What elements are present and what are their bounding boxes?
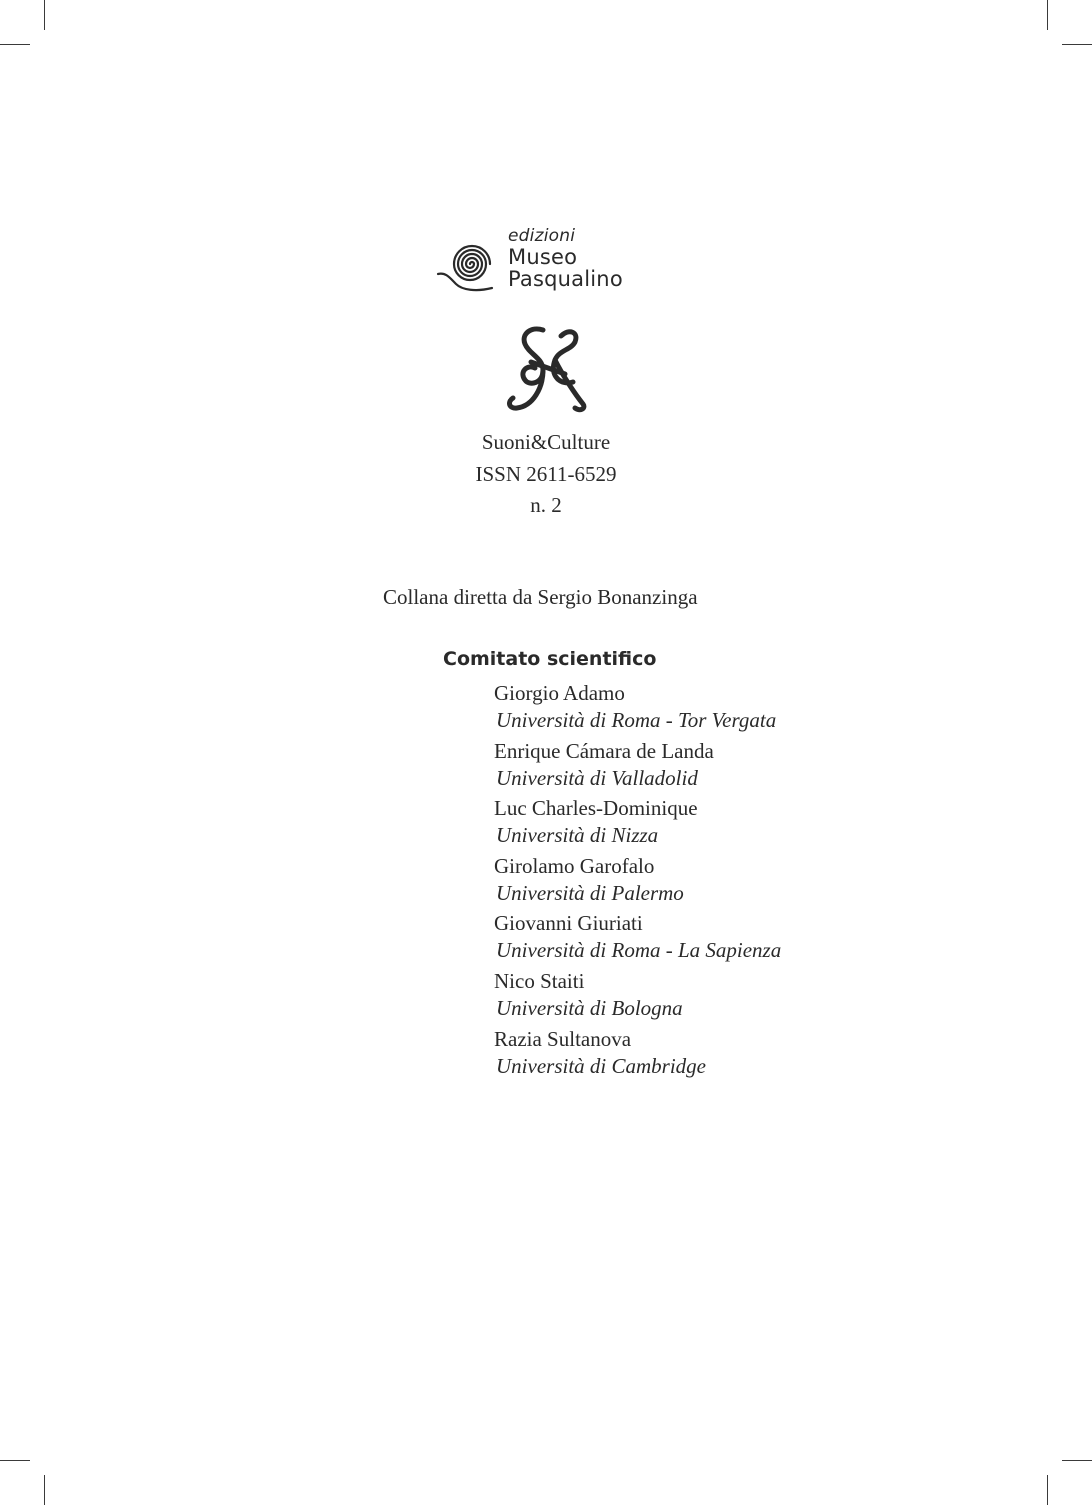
member-affiliation: Università di Nizza [496,823,659,848]
member-affiliation: Università di Roma - Tor Vergata [496,708,777,732]
member-name: Razia Sultanova [494,1026,632,1051]
series-issn: ISSN 2611-6529 [475,462,617,486]
committee-member [494,853,781,911]
committee-member [494,738,781,796]
crop-mark-bottom-left-horizontal [0,1460,30,1461]
committee-member [494,795,781,853]
member-affiliation: Università di Valladolid [496,765,698,790]
member-affiliation: Università di Bologna [496,995,683,1020]
member-name: Giorgio Adamo [494,681,625,705]
publisher-line-edizioni: edizioni [508,226,576,246]
committee-member [494,1026,781,1084]
member-name: Nico Staiti [494,968,585,993]
crop-mark-bottom-right-horizontal [1062,1460,1092,1461]
crop-mark-top-left-horizontal [0,44,30,45]
publisher-line-museo: Museo [508,245,578,269]
committee-heading: Comitato scientifico [443,648,657,670]
series-director: Collana diretta da Sergio Bonanzinga [383,585,698,609]
crop-mark-top-right-horizontal [1062,44,1092,45]
series-name: Suoni&Culture [481,430,611,454]
committee-member [494,968,781,1026]
publisher-name [508,226,623,290]
committee-list [494,680,781,1083]
member-affiliation: Università di Cambridge [496,1053,706,1078]
publisher-line-pasqualino: Pasqualino [508,267,623,291]
crop-mark-top-right-vertical [1047,0,1048,30]
member-name: Giovanni Giuriati [494,911,643,936]
member-name: Enrique Cámara de Landa [494,738,714,763]
crop-mark-bottom-left-vertical [44,1475,45,1505]
member-affiliation: Università di Palermo [496,880,684,905]
sc-monogram-icon [503,324,589,416]
member-name: Girolamo Garofalo [494,853,655,878]
publisher-logo [436,226,646,298]
series-number: n. 2 [530,493,562,517]
committee-member [494,910,781,968]
crop-mark-bottom-right-vertical [1047,1475,1048,1505]
crop-mark-top-left-vertical [44,0,45,30]
spiral-logo-icon [436,230,502,296]
member-affiliation: Università di Roma - La Sapienza [496,938,782,963]
committee-member [494,680,781,738]
member-name: Luc Charles-Dominique [494,796,698,821]
